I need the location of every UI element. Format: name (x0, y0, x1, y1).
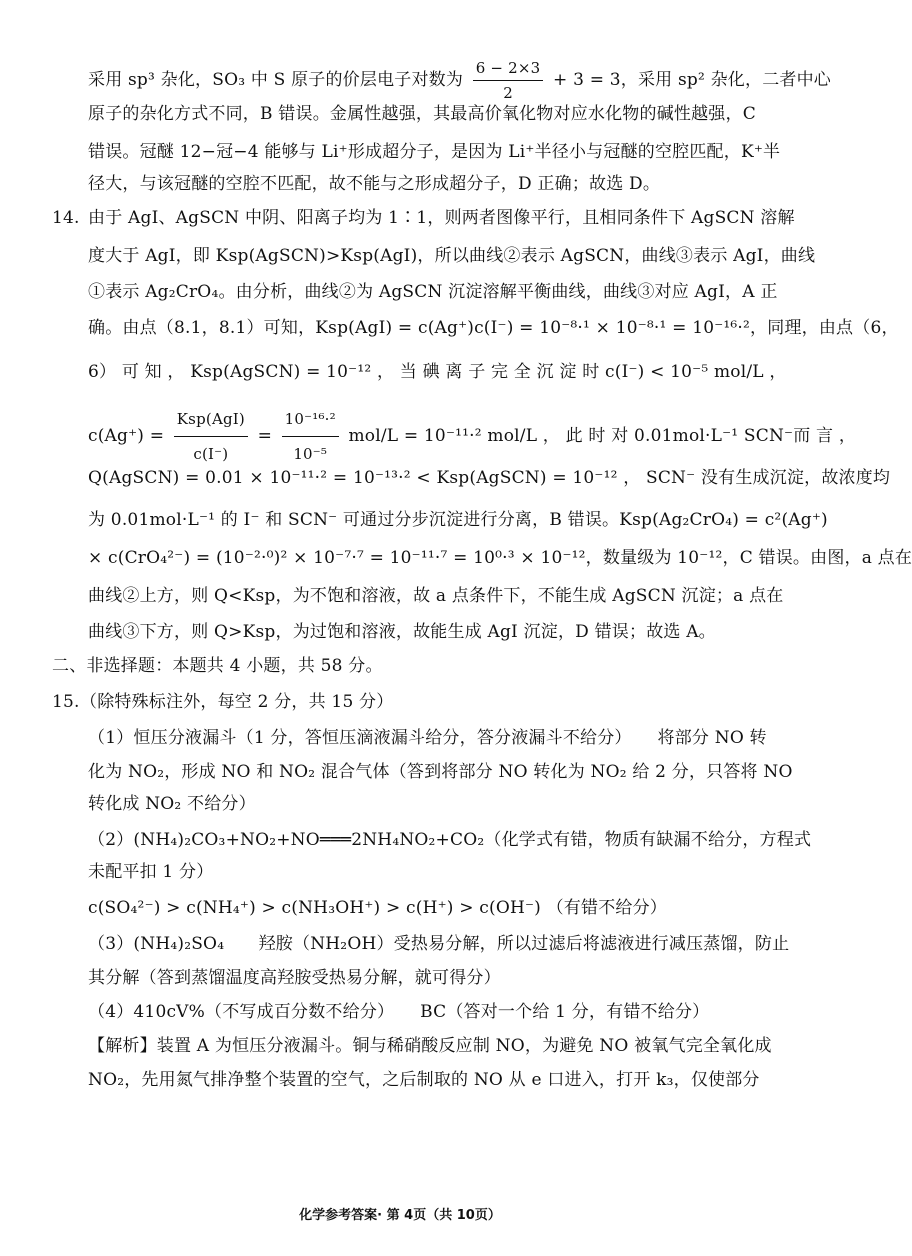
section-heading: 二、非选择题：本题共 4 小题，共 58 分。 (52, 656, 383, 676)
text-line-25: 其分解（答到蒸馏温度高羟胺受热易分解，就可得分） (88, 968, 501, 988)
text-segment: c(Ag⁺) = (88, 426, 165, 446)
text-line-21: （2）(NH₄)₂CO₃+NO₂+NO═══2NH₄NO₂+CO₂（化学式有错，物质有缺漏不给分，方程式 (88, 830, 812, 850)
text-line-7: ①表示 Ag₂CrO₄。由分析，曲线②为 AgSCN 沉淀溶解平衡曲线，曲线③对应 AgI，A 正 (88, 282, 778, 302)
text-line-13: × c(CrO₄²⁻) = (10⁻²·⁰)² × 10⁻⁷·⁷ = 10⁻¹¹·⁷ = 10⁰·³ × 10⁻¹²，数量级为 10⁻¹²，C 错误。由图，a 点在 (88, 548, 912, 568)
fraction (174, 402, 248, 471)
text-line-19: 化为 NO₂，形成 NO 和 NO₂ 混合气体（答到将部分 NO 转化为 NO₂ 给 2 分，只答将 NO (88, 762, 793, 782)
question-number-14: 14. (52, 208, 80, 228)
text-line-22: 未配平扣 1 分） (88, 862, 214, 882)
text-line-23: c(SO₄²⁻) > c(NH₄⁺) > c(NH₃OH⁺) > c(H⁺) > c(OH⁻) （有错不给分） (88, 898, 667, 918)
text-segment: mol/L = 10⁻¹¹·² mol/L ， 此 时 对 0.01mol·L⁻¹ SCN⁻而 言 ， (348, 426, 857, 446)
text-line-8: 确。由点（8.1，8.1）可知，Ksp(AgI) = c(Ag⁺)c(I⁻) = 10⁻⁸·¹ × 10⁻⁸·¹ = 10⁻¹⁶·²，同理，由点（6， (88, 318, 899, 338)
text-line-6: 度大于 AgI，即 Ksp(AgSCN)>Ksp(AgI)，所以曲线②表示 AgSCN，曲线③表示 AgI，曲线 (88, 246, 816, 266)
page-footer: 化学参考答案· 第 4页（共 10页） (299, 1208, 501, 1223)
text-line-1 (0, 56, 831, 105)
text-line-9: 6） 可 知 ， Ksp(AgSCN) = 10⁻¹² ， 当 碘 离 子 完 全 沉 淀 时 c(I⁻) < 10⁻⁵ mol/L ， (88, 362, 787, 382)
text-line-17: （除特殊标注外，每空 2 分，共 15 分） (80, 692, 394, 712)
fraction-numerator: 10⁻¹⁶·² (282, 402, 339, 437)
text-line-10 (0, 402, 857, 463)
fraction (473, 56, 544, 105)
fraction-denominator: 10⁻⁵ (293, 445, 328, 463)
text-line-20: 转化成 NO₂ 不给分） (88, 794, 256, 814)
text-line-28: NO₂，先用氮气排净整个装置的空气，之后制取的 NO 从 e 口进入，打开 k₃，仅使部分 (88, 1070, 760, 1090)
text-line-15: 曲线③下方，则 Q>Ksp，为过饱和溶液，故能生成 AgI 沉淀，D 错误；故选 A。 (88, 622, 716, 642)
text-segment: 采用 sp³ 杂化，SO₃ 中 S 原子的价层电子对数为 (88, 70, 464, 90)
text-line-4: 径大，与该冠醚的空腔不匹配，故不能与之形成超分子，D 正确；故选 D。 (88, 174, 661, 194)
text-line-11: Q(AgSCN) = 0.01 × 10⁻¹¹·² = 10⁻¹³·² < Ksp(AgSCN) = 10⁻¹² ， SCN⁻ 没有生成沉淀，故浓度均 (88, 468, 891, 488)
fraction-numerator: 6 − 2×3 (473, 56, 544, 81)
text-line-2: 原子的杂化方式不同，B 错误。金属性越强，其最高价氧化物对应水化物的碱性越强，C (88, 104, 756, 124)
text-line-27: 【解析】装置 A 为恒压分液漏斗。铜与稀硝酸反应制 NO，为避免 NO 被氧气完全氧化成 (88, 1036, 772, 1056)
text-line-24: （3）(NH₄)₂SO₄ 羟胺（NH₂OH）受热易分解，所以过滤后将滤液进行减压蒸馏，防止 (88, 934, 790, 954)
fraction (282, 402, 339, 471)
fraction-denominator: 2 (503, 84, 513, 102)
text-line-26: （4）410cV%（不写成百分数不给分） BC（答对一个给 1 分，有错不给分） (88, 1002, 710, 1022)
text-segment: + 3 = 3，采用 sp² 杂化，二者中心 (553, 70, 831, 90)
fraction-numerator: Ksp(AgI) (174, 402, 248, 437)
text-line-18: （1）恒压分液漏斗（1 分，答恒压滴液漏斗给分，答分液漏斗不给分） 将部分 NO 转 (88, 728, 767, 748)
fraction-denominator: c(I⁻) (193, 445, 229, 463)
text-line-3: 错误。冠醚 12−冠−4 能够与 Li⁺形成超分子，是因为 Li⁺半径小与冠醚的空腔匹配，K⁺半 (88, 142, 781, 162)
text-line-14: 曲线②上方，则 Q<Ksp，为不饱和溶液，故 a 点条件下，不能生成 AgSCN 沉淀；a 点在 (88, 586, 784, 606)
text-line-12: 为 0.01mol·L⁻¹ 的 I⁻ 和 SCN⁻ 可通过分步沉淀进行分离，B 错误。Ksp(Ag₂CrO₄) = c²(Ag⁺) (88, 510, 828, 530)
text-line-5: 由于 AgI、AgSCN 中阴、阳离子均为 1∶1，则两者图像平行，且相同条件下 AgSCN 溶解 (88, 208, 795, 228)
question-number-15: 15. (52, 692, 80, 712)
text-segment: = (257, 426, 273, 446)
